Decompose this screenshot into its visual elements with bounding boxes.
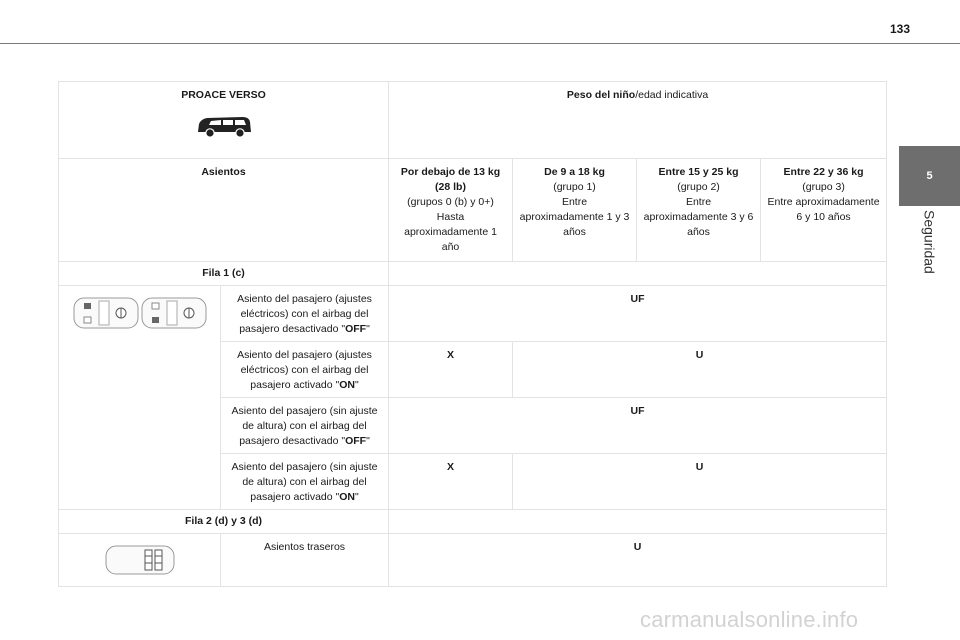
rear-seat-layout-icon [105, 544, 175, 576]
age-group-group: (grupo 1) [553, 181, 596, 193]
rear-seat-diagram-cell [59, 534, 221, 587]
age-group-age: Hasta aproximadamente 1 año [404, 211, 497, 253]
age-group-group: (grupo 2) [677, 181, 720, 193]
front-seat-layout-icon [141, 296, 207, 330]
van-icon [195, 113, 253, 139]
row2-section [59, 510, 887, 534]
chapter-label-area [899, 210, 960, 290]
seat-value: U [389, 534, 887, 587]
seat-description: Asiento del pasajero (sin ajuste de altura) con el airbag del pasajero desactivado "OFF" [221, 398, 389, 454]
page-number: 133 [889, 22, 911, 36]
seat-value: UF [389, 398, 887, 454]
age-group-age: Entre aproximadamente 1 y 3 años [519, 196, 630, 238]
seat-description: Asientos traseros [221, 534, 389, 587]
age-group-cell [513, 159, 637, 262]
row1-section [59, 262, 887, 286]
child-seat-table [58, 81, 887, 587]
seat-description: Asiento del pasajero (ajustes eléctricos) con el airbag del pasajero activado "ON" [221, 342, 389, 398]
age-group-title: Entre 15 y 25 kg [658, 166, 739, 178]
seat-description: Asiento del pasajero (ajustes eléctricos) con el airbag del pasajero desactivado "OFF" [221, 286, 389, 342]
header-divider [0, 43, 960, 44]
age-group-title: Por debajo de 13 kg (28 lb) [400, 166, 501, 193]
age-group-age: Entre aproximadamente 3 y 6 años [643, 196, 754, 238]
age-group-cell [637, 159, 761, 262]
chapter-label: Seguridad [921, 210, 938, 274]
front-seat-layout-icon [73, 296, 139, 330]
front-seat-diagram-cell [59, 286, 221, 510]
seat-value: X [389, 454, 513, 510]
age-group-cell [761, 159, 887, 262]
row2-label: Fila 2 (d) y 3 (d) [59, 510, 389, 534]
age-group-group: (grupo 3) [802, 181, 845, 193]
table-row [59, 286, 887, 342]
seat-value: U [513, 454, 887, 510]
age-group-age: Entre aproximadamente 6 y 10 años [767, 196, 880, 223]
header-weight-cell [389, 82, 887, 159]
weight-subtitle: /edad indicativa [635, 89, 709, 101]
header-model-cell [59, 82, 389, 159]
chapter-number: 5 [926, 170, 933, 182]
model-name: PROACE VERSO [181, 89, 266, 101]
age-group-row [59, 159, 887, 262]
seat-value: UF [389, 286, 887, 342]
seats-label: Asientos [59, 159, 389, 262]
row1-label: Fila 1 (c) [59, 262, 389, 286]
table-row [59, 534, 887, 587]
age-group-group: (grupos 0 (b) y 0+) [407, 196, 494, 208]
age-group-title: Entre 22 y 36 kg [783, 166, 864, 178]
age-group-cell [389, 159, 513, 262]
chapter-tab[interactable] [899, 146, 960, 206]
seat-description: Asiento del pasajero (sin ajuste de altura) con el airbag del pasajero activado "ON" [221, 454, 389, 510]
table-header-row [59, 82, 887, 159]
weight-title: Peso del niño [566, 89, 636, 101]
seat-value: X [389, 342, 513, 398]
seat-value: U [513, 342, 887, 398]
age-group-title: De 9 a 18 kg [544, 166, 605, 178]
watermark: carmanualsonline.info [640, 607, 859, 632]
